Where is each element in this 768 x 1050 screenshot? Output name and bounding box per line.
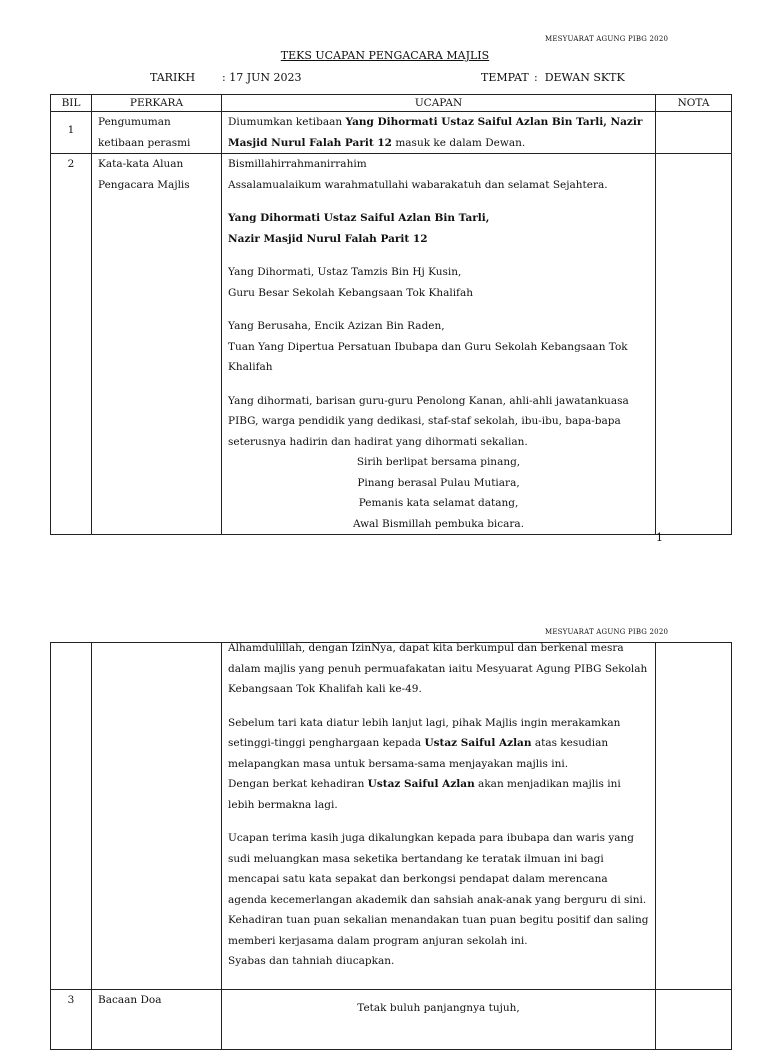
- ucapan-line: Assalamualaikum warahmatullahi wabarakatuh dan selamat Sejahtera.: [228, 178, 608, 191]
- page-number: 1: [656, 531, 663, 544]
- table-row: [51, 112, 732, 154]
- page-title: TEKS UCAPAN PENGACARA MAJLIS: [280, 49, 490, 62]
- ucapan-line: Yang Berusaha, Encik Azizan Bin Raden,: [228, 320, 445, 332]
- row-nota: [656, 154, 732, 535]
- pantun-line: Sirih berlipat bersama pinang,: [356, 456, 521, 468]
- tempat-value: : DEWAN SKTK: [534, 71, 625, 84]
- pantun-line: Pemanis kata selamat datang,: [358, 497, 519, 509]
- ucapan-text-end: masuk ke dalam Dewan.: [392, 136, 526, 149]
- table-header-row: [51, 95, 732, 112]
- tempat-label: TEMPAT: [481, 71, 529, 84]
- row-ucapan: [222, 990, 656, 1050]
- ucapan-paragraph: Alhamdulillah, dengan IzinNya, dapat kita berkumpul dan berkenal mesra dalam majlis yang penuh permuafakatan iaitu Mesyuarat Agung PIBG Sekolah Kebangsaan Tok Khalifah kali ke-49.: [228, 642, 648, 695]
- row-perkara: Pengumuman ketibaan perasmi: [92, 112, 222, 154]
- pantun-line: Awal Bismillah pembuka bicara.: [352, 517, 525, 530]
- tarikh-value: : 17 JUN 2023: [222, 71, 302, 84]
- ucapan-text-end: atas kesudian melapangkan masa untuk bersama-sama menjayakan majlis ini.: [228, 737, 609, 770]
- row-ucapan: [222, 154, 656, 535]
- ucapan-vip-line: Yang Dihormati Ustaz Saiful Azlan Bin Tarli,: [228, 212, 490, 224]
- ucapan-vip-name: Ustaz Saiful Azlan: [424, 737, 532, 749]
- ucapan-paragraph: Syabas dan tahniah diucapkan.: [228, 955, 395, 967]
- row-bil: 3: [51, 990, 92, 1050]
- ucapan-vip-name: Yang Dihormati Ustaz Saiful Azlan Bin Tarli, Nazir Masjid Nurul Falah Parit 12: [228, 116, 643, 149]
- ucapan-paragraph: Yang dihormati, barisan guru-guru Penolong Kanan, ahli-ahli jawatankuasa PIBG, warga pendidik yang dedikasi, staf-staf sekolah, ibu-ibu, bapa-bapa seterusnya hadirin dan hadirat yang dihormati sekalian.: [228, 394, 629, 448]
- ucapan-paragraph: Ucapan terima kasih juga dikalungkan kepada para ibubapa dan waris yang sudi meluangkan masa seketika bertandang ke teratak ilmuan ini bagi mencapai satu kata sepakat dan berkongsi pendapat dalam merencana agenda kecemerlangan akademik dan sahsiah anak-anak yang berguru di sini.: [228, 832, 647, 906]
- row-perkara: [92, 643, 222, 990]
- table-row: [51, 990, 732, 1050]
- ucapan-paragraph: Kehadiran tuan puan sekalian menandakan tuan puan begitu positif dan saling memberi kerjasama dalam program anjuran sekolah ini.: [228, 914, 649, 947]
- row-bil: 2: [51, 154, 92, 535]
- ucapan-text: Diumumkan ketibaan: [228, 116, 346, 128]
- document-header: MESYUARAT AGUNG PIBG 2020: [545, 628, 669, 636]
- tarikh-label: TARIKH: [150, 71, 196, 84]
- row-perkara: Kata-kata Aluan Pengacara Majlis: [92, 154, 222, 535]
- ucapan-vip-name: Ustaz Saiful Azlan: [367, 778, 475, 790]
- row-ucapan: [222, 112, 656, 154]
- row-nota: [656, 990, 732, 1050]
- ucapan-line: Bismillahirrahmanirrahim: [228, 158, 367, 170]
- agenda-table-page1: [50, 94, 732, 535]
- column-header-perkara: PERKARA: [92, 95, 222, 112]
- table-row: [51, 154, 732, 535]
- row-bil: [51, 643, 92, 990]
- ucapan-line: Guru Besar Sekolah Kebangsaan Tok Khalifah: [228, 286, 473, 299]
- ucapan-text: Sebelum tari kata diatur lebih lanjut lagi, pihak Majlis ingin merakamkan setinggi-tinggi penghargaan kepada: [228, 716, 621, 749]
- document-header: MESYUARAT AGUNG PIBG 2020: [545, 35, 669, 43]
- table-row: [51, 643, 732, 990]
- row-perkara: Bacaan Doa: [92, 990, 222, 1050]
- row-nota: [656, 643, 732, 990]
- row-nota: [656, 112, 732, 154]
- pantun-line: Tetak buluh panjangnya tujuh,: [357, 1002, 520, 1014]
- ucapan-paragraph: [228, 774, 649, 815]
- ucapan-paragraph: [228, 713, 649, 775]
- pantun-line: Pinang berasal Pulau Mutiara,: [357, 476, 520, 489]
- column-header-ucapan: UCAPAN: [222, 95, 656, 112]
- agenda-table-page2: [50, 642, 732, 1050]
- column-header-bil: BIL: [51, 95, 92, 112]
- ucapan-line: Yang Dihormati, Ustaz Tamzis Bin Hj Kusin,: [228, 266, 462, 278]
- row-ucapan: [222, 643, 656, 990]
- ucapan-line: Tuan Yang Dipertua Persatuan Ibubapa dan Guru Sekolah Kebangsaan Tok Khalifah: [228, 340, 628, 373]
- ucapan-text-end: akan menjadikan majlis ini lebih bermakna lagi.: [228, 778, 621, 811]
- ucapan-vip-line: Nazir Masjid Nurul Falah Parit 12: [228, 232, 428, 245]
- page-break: [0, 556, 768, 618]
- ucapan-text: Dengan berkat kehadiran: [228, 778, 368, 790]
- row-bil: 1: [51, 112, 92, 154]
- column-header-nota: NOTA: [656, 95, 732, 112]
